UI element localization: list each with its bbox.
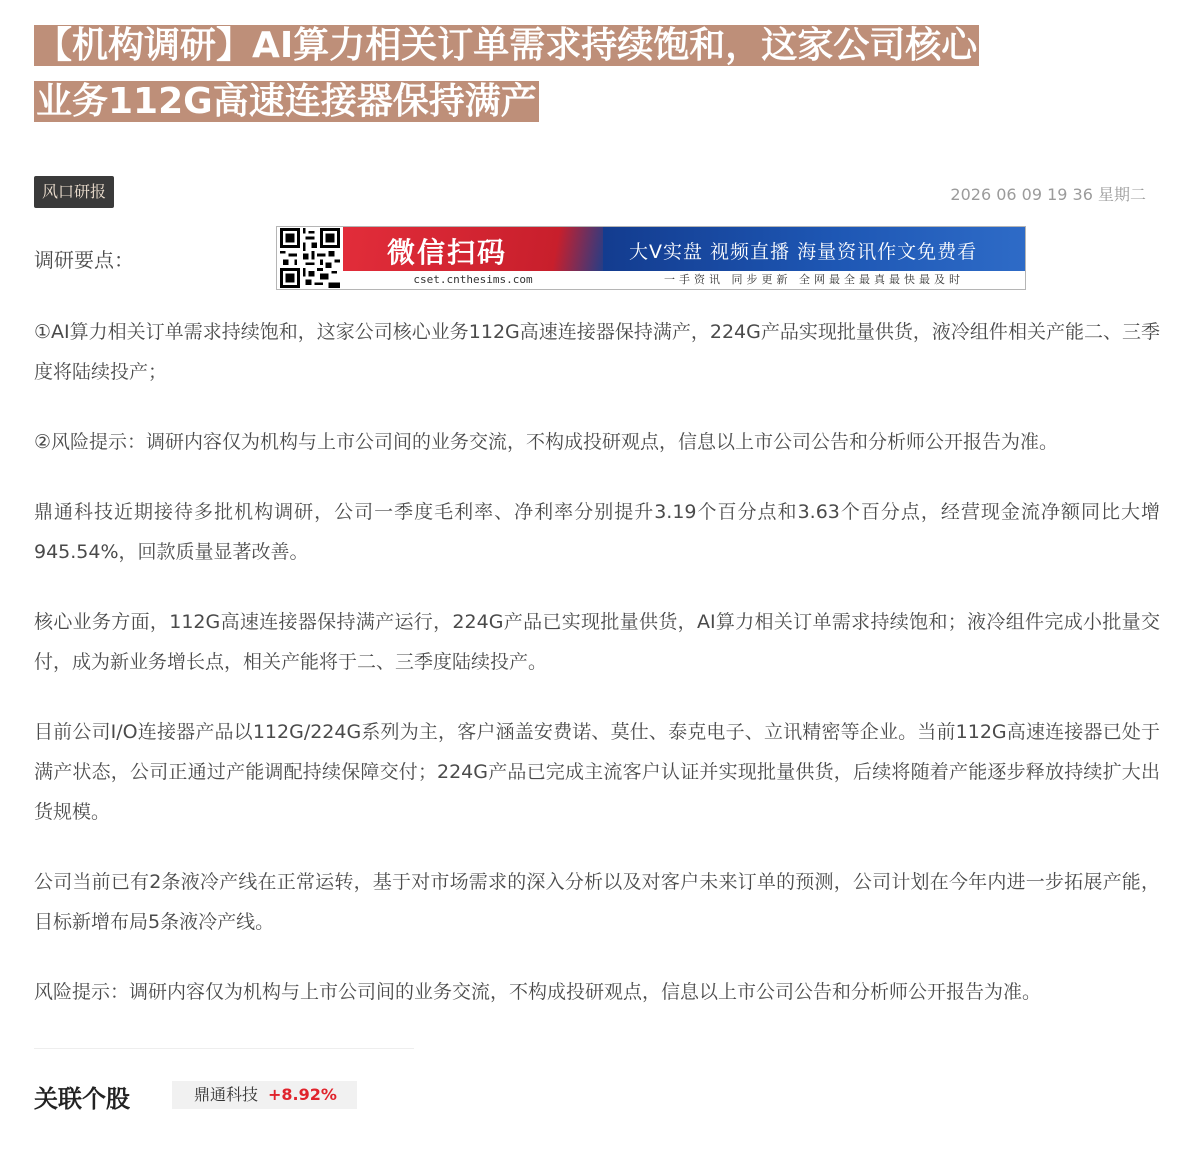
headline-line-2: 业务112G高速连接器保持满产 [36,81,537,122]
banner-headline: 微信扫码 [387,236,508,269]
summary-label: 调研要点： [34,248,134,272]
paragraph: 公司当前已有2条液冷产线在正常运转，基于对市场需求的深入分析以及对客户未来订单的预测，公司计划在今年内进一步拓展产能，目标新增布局5条液冷产线。 [34,871,1160,933]
article-headline [34,18,1160,130]
banner-slogan: 大V实盘 视频直播 海量资讯作文免费看 [629,241,978,263]
paragraph: ①AI算力相关订单需求持续饱和，这家公司核心业务112G高速连接器保持满产，224G产品实现批量供货，液冷组件相关产能二、三季度将陆续投产； [34,321,1160,383]
wechat-ad-banner[interactable] [276,226,1026,290]
banner-red-panel [343,227,603,289]
qr-code-icon [277,227,343,289]
paragraph: 核心业务方面，112G高速连接器保持满产运行，224G产品已实现批量供货，AI算力相关订单需求持续饱和；液冷组件完成小批量交付，成为新业务增长点，相关产能将于二、三季度陆续投产。 [34,611,1160,673]
paragraph: 鼎通科技近期接待多批机构调研，公司一季度毛利率、净利率分别提升3.19个百分点和3.63个百分点，经营现金流净额同比大增945.54%，回款质量显著改善。 [34,501,1160,563]
article-body [34,312,1160,1012]
banner-site: cset.cnthesims.com [343,271,603,289]
publish-datetime: 2026 06 09 19 36 星期二 [950,185,1146,204]
article-page [34,18,1160,1113]
related-stocks-title: 关联个股 [34,1085,130,1113]
related-stocks [34,1079,1160,1113]
banner-blue-panel [603,227,1025,289]
paragraph: ②风险提示：调研内容仅为机构与上市公司间的业务交流，不构成投研观点，信息以上市公司公告和分析师公开报告为准。 [34,431,1059,453]
section-divider [34,1048,414,1049]
headline-line-1: 【机构调研】AI算力相关订单需求持续饱和，这家公司核心 [36,25,978,66]
stock-change: +8.92% [268,1085,337,1104]
paragraph: 风险提示：调研内容仅为机构与上市公司间的业务交流，不构成投研观点，信息以上市公司公告和分析师公开报告为准。 [34,981,1042,1003]
summary-row [34,226,1160,290]
banner-subline: 一手资讯 同步更新 全网最全最真最快最及时 [603,271,1025,289]
stock-chip[interactable] [172,1081,357,1109]
stock-name: 鼎通科技 [194,1085,259,1104]
column-tag[interactable]: 风口研报 [34,176,114,208]
paragraph: 目前公司I/O连接器产品以112G/224G系列为主，客户涵盖安费诺、莫仕、泰克电子、立讯精密等企业。当前112G高速连接器已处于满产状态，公司正通过产能调配持续保障交付；224G产品已完成主流客户认证并实现批量供货，后续将随着产能逐步释放持续扩大出货规模。 [34,721,1160,823]
article-meta [34,176,1160,208]
